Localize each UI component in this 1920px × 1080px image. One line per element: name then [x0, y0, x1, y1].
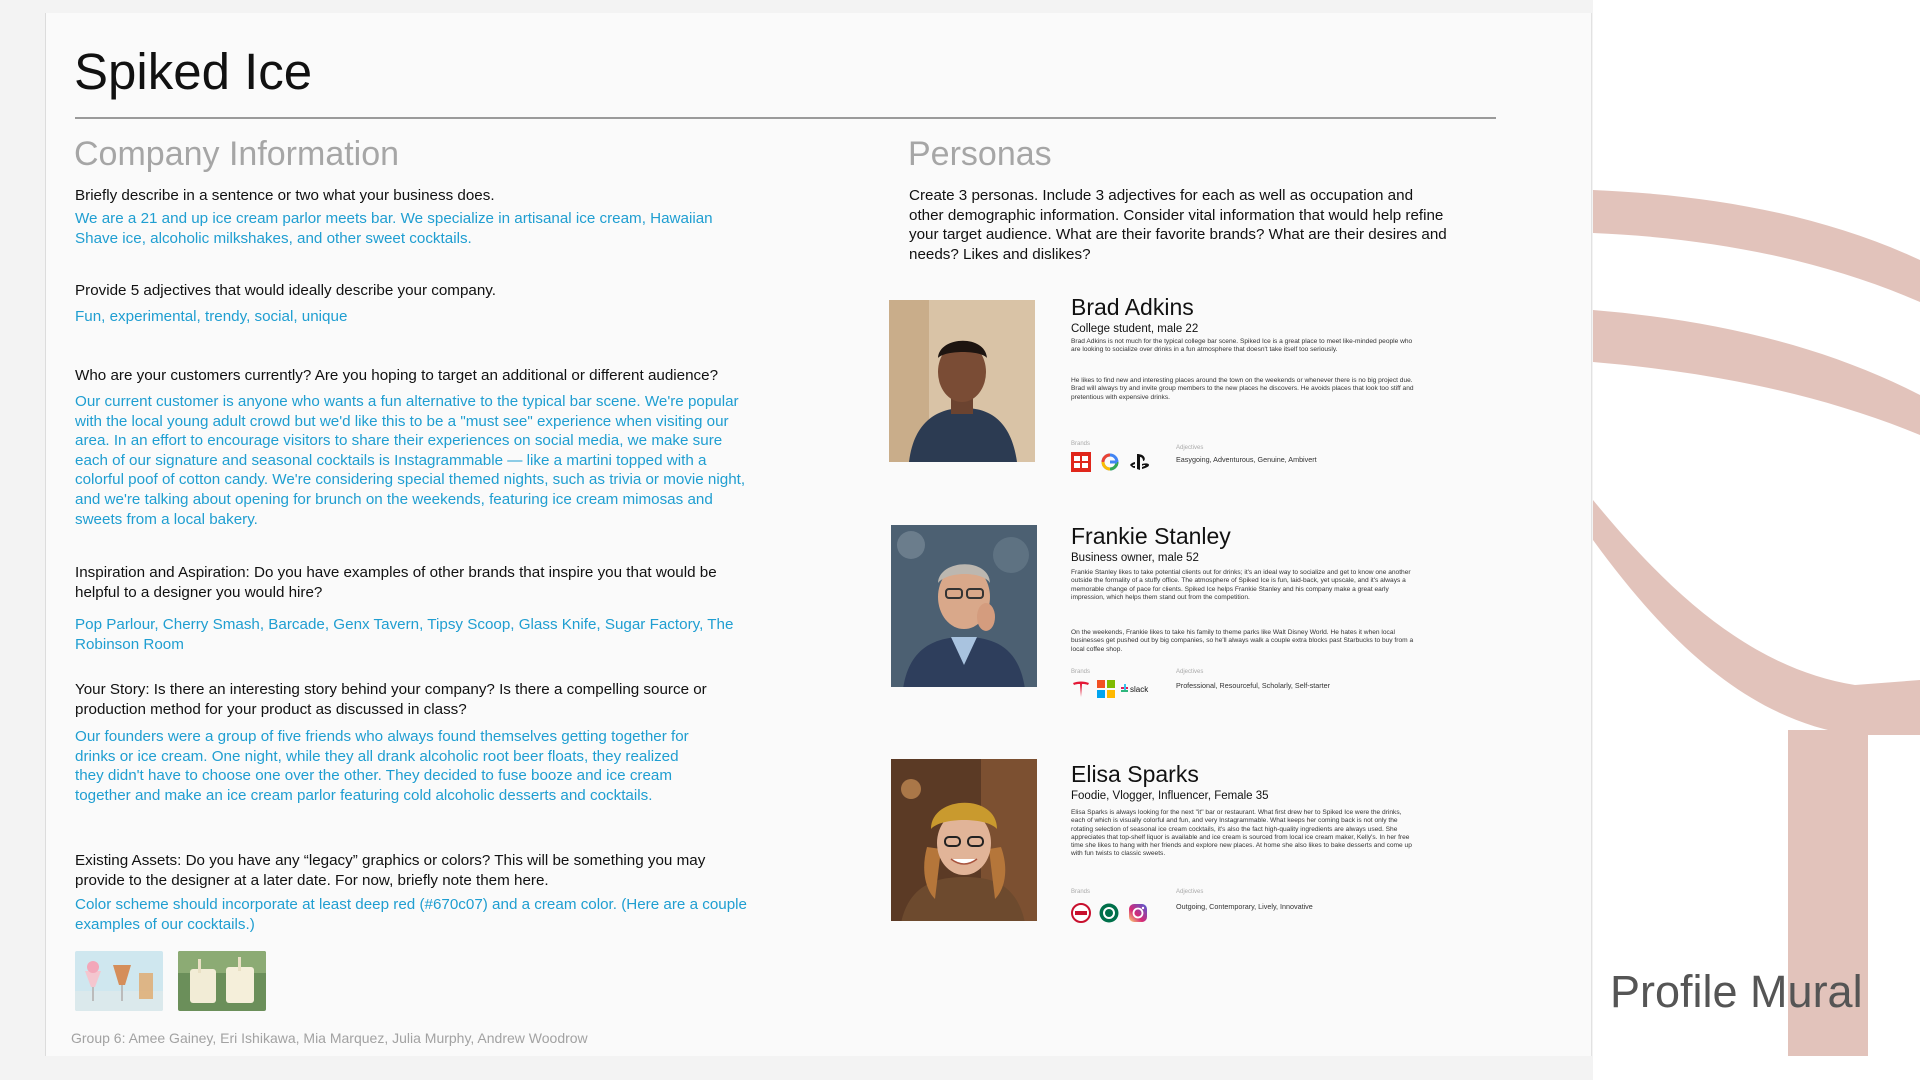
profile-mural-label: Profile Mural: [1610, 966, 1863, 1017]
brands-label-elisa: Brands: [1071, 889, 1091, 895]
personas-heading: Personas: [908, 135, 1052, 173]
adjectives-frankie: Professional, Resourceful, Scholarly, Self-starter: [1176, 681, 1331, 690]
personas-prompt: Create 3 personas. Include 3 adjectives for each as well as occupation and other demographic information. Consider vital information that would help refine your target audience. What are their favorite brands? What are their desires and needs? Likes and dislikes?: [909, 187, 1447, 263]
starbucks-icon: [1099, 903, 1119, 923]
group-credits: Group 6: Amee Gainey, Eri Ishikawa, Mia Marquez, Julia Murphy, Andrew Woodrow: [71, 1030, 588, 1046]
persona-role-brad: College student, male 22: [1071, 323, 1199, 335]
brands-label-frankie: Brands: [1071, 669, 1091, 675]
answer-4: Pop Parlour, Cherry Smash, Barcade, Genx Tavern, Tipsy Scoop, Glass Knife, Sugar Factory, The Robinson Room: [75, 616, 734, 653]
persona-role-elisa: Foodie, Vlogger, Influencer, Female 35: [1071, 790, 1269, 802]
instagram-icon: [1128, 903, 1148, 923]
answer-3: Our current customer is anyone who wants a fun alternative to the typical bar scene. We're popular with the local young adult crowd but we'd like this to be a "must see" experience when visiting our area. In an effort to encourage visitors to share their experiences on social media, we make sure each of our signature and seasonal cocktails is Instagrammable — like a martini topped with a colorful poof of cotton candy. We're considering special themed nights, such as trivia or movie night, and we're talking about opening for brunch on the weekends, featuring ice cream mimosas and sweets from a local bakery.: [75, 393, 746, 528]
microsoft-icon: [1096, 679, 1116, 699]
question-1: Briefly describe in a sentence or two what your business does.: [75, 187, 495, 204]
tesla-icon: [1071, 679, 1091, 699]
slack-icon: [1120, 681, 1158, 701]
persona-photo-frankie: [891, 525, 1037, 687]
title-divider: [75, 117, 1496, 119]
uniqlo-icon: [1071, 452, 1091, 472]
adjectives-brad: Easygoing, Adventurous, Genuine, Ambivert: [1176, 455, 1317, 464]
brands-label-brad: Brands: [1071, 441, 1091, 447]
persona-photo-elisa: [891, 759, 1037, 921]
question-4: Inspiration and Aspiration: Do you have examples of other brands that inspire you that would be helpful to a designer you would hire?: [75, 564, 717, 601]
persona-name-elisa: Elisa Sparks: [1071, 761, 1199, 787]
adjectives-label-brad: Adjectives: [1176, 445, 1204, 451]
persona-bio2-frankie: On the weekends, Frankie likes to take his family to theme parks like Walt Disney World. He hates it when local businesses get pushed out by big companies, so he'll always walk a couple extra blocks past Starbucks to buy from a local coffee shop.: [1071, 629, 1414, 653]
answer-5: Our founders were a group of five friends who always found themselves getting together for drinks or ice cream. One night, while they all drank alcoholic root beer floats, they realized they didn't have to choose one over the other. They decided to fuse booze and ice cream together and make an ice cream parlor featuring cold alcoholic desserts and cocktails.: [75, 728, 689, 804]
playstation-icon: [1128, 452, 1152, 472]
cocktail-image-1: [75, 951, 163, 1011]
svg-text:slack: slack: [1130, 685, 1149, 694]
page-title: Spiked Ice: [74, 43, 313, 100]
question-2: Provide 5 adjectives that would ideally describe your company.: [75, 282, 496, 299]
persona-role-frankie: Business owner, male 52: [1071, 552, 1199, 564]
persona-name-frankie: Frankie Stanley: [1071, 523, 1231, 549]
answer-1: We are a 21 and up ice cream parlor meets bar. We specialize in artisanal ice cream, Hawaiian Shave ice, alcoholic milkshakes, and other sweet cocktails.: [75, 210, 713, 247]
persona-photo-brad: [889, 300, 1035, 462]
persona-bio2-brad: He likes to find new and interesting places around the town on the weekends or whenever there is no big project due. Brad will always try and invite group members to the new places he discovers. He avoids places that look too stiff and pretentious with expensive drinks.: [1071, 377, 1414, 401]
adjectives-label-frankie: Adjectives: [1176, 669, 1204, 675]
question-5: Your Story: Is there an interesting story behind your company? Is there a compelling source or production method for your product as discussed in class?: [75, 681, 707, 718]
question-6: Existing Assets: Do you have any “legacy” graphics or colors? This will be something you may provide to the designer at a later date. For now, briefly note them here.: [75, 852, 706, 889]
answer-6: Color scheme should incorporate at least deep red (#670c07) and a cream color. (Here are a couple examples of our cocktails.): [75, 896, 748, 933]
question-3: Who are your customers currently? Are you hoping to target an additional or different audience?: [75, 367, 719, 384]
mural-graphic: [1593, 0, 1920, 1080]
persona-bio-frankie: Frankie Stanley likes to take potential clients out for drinks; it's an ideal way to socialize and get to know one another outside the formality of a stuffy office. The atmosphere of Spiked Ice is fun, laid-back, yet upscale, and it's always a memorable change of pace for clients. Spiked Ice helps Frankie Stanley and his company make a great early impression, which helps them stand out from the competition.: [1071, 569, 1411, 601]
google-icon: [1100, 452, 1120, 472]
persona-bio-brad: Brad Adkins is not much for the typical college bar scene. Spiked Ice is a great place to meet like-minded people who are looking to socialize over drinks in a fun atmosphere that doesn't take itself too seriously.: [1071, 338, 1413, 354]
cocktail-image-2: [178, 951, 266, 1011]
persona-name-brad: Brad Adkins: [1071, 294, 1194, 320]
company-heading: Company Information: [74, 135, 400, 173]
adjectives-elisa: Outgoing, Contemporary, Lively, Innovative: [1176, 902, 1313, 911]
adjectives-label-elisa: Adjectives: [1176, 889, 1204, 895]
mural-panel: [1593, 0, 1920, 1080]
trader-joes-icon: [1071, 903, 1091, 923]
answer-2: Fun, experimental, trendy, social, unique: [75, 308, 348, 325]
persona-bio-elisa: Elisa Sparks is always looking for the next "it" bar or restaurant. What first drew her to Spiked Ice were the drinks, each of which is visually colorful and fun, and very Instagrammable. What keeps her coming back is not only the rotating selection of seasonal ice cream cocktails, it's also the fact high-quality ingredients are always used. She appreciates that top-shelf liquor is available and ice cream is sourced from local ice cream maker, Kelly's. In her free time she likes to hang with her friends and explore new places. At home she also likes to bake desserts and come up with fun twists to classic sweets.: [1071, 809, 1412, 858]
